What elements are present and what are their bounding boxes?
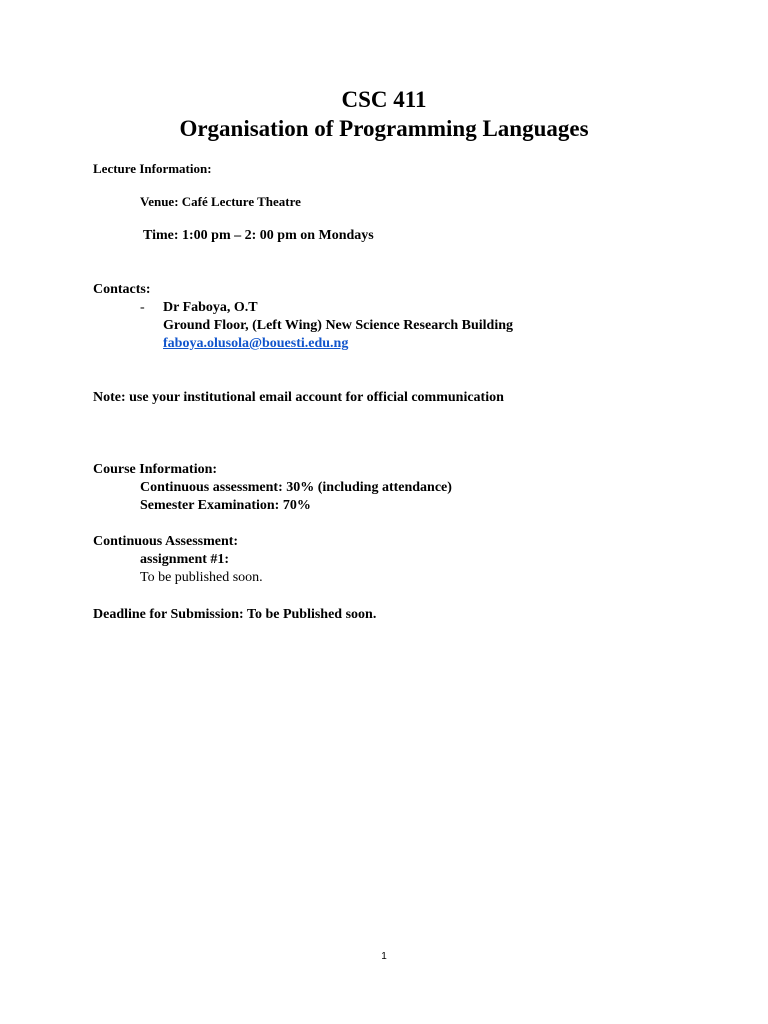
continuous-assessment-heading: Continuous Assessment: — [93, 534, 239, 549]
assignment-label: assignment #1: — [140, 552, 230, 567]
contact-bullet: - — [140, 300, 145, 315]
time-text: Time: 1:00 pm – 2: 00 pm on Mondays — [143, 228, 374, 243]
contact-name: Dr Faboya, O.T — [163, 300, 258, 315]
venue-text: Venue: Café Lecture Theatre — [140, 194, 301, 209]
course-info-heading: Course Information: — [93, 462, 218, 477]
contact-email-link[interactable]: faboya.olusola@bouesti.edu.ng — [163, 336, 349, 351]
note-text: Note: use your institutional email account for official communication — [93, 390, 504, 405]
assignment-status: To be published soon. — [140, 570, 263, 585]
deadline-text: Deadline for Submission: To be Published soon. — [93, 607, 377, 622]
semester-exam-weight: Semester Examination: 70% — [140, 498, 311, 513]
lecture-info-heading: Lecture Information: — [93, 161, 212, 176]
course-code-title: CSC 411 — [341, 87, 427, 112]
continuous-assessment-weight: Continuous assessment: 30% (including attendance) — [140, 480, 452, 495]
contact-location: Ground Floor, (Left Wing) New Science Research Building — [163, 318, 514, 333]
course-name-title: Organisation of Programming Languages — [179, 116, 589, 141]
page-number: 1 — [381, 951, 387, 962]
contacts-heading: Contacts: — [93, 282, 151, 297]
